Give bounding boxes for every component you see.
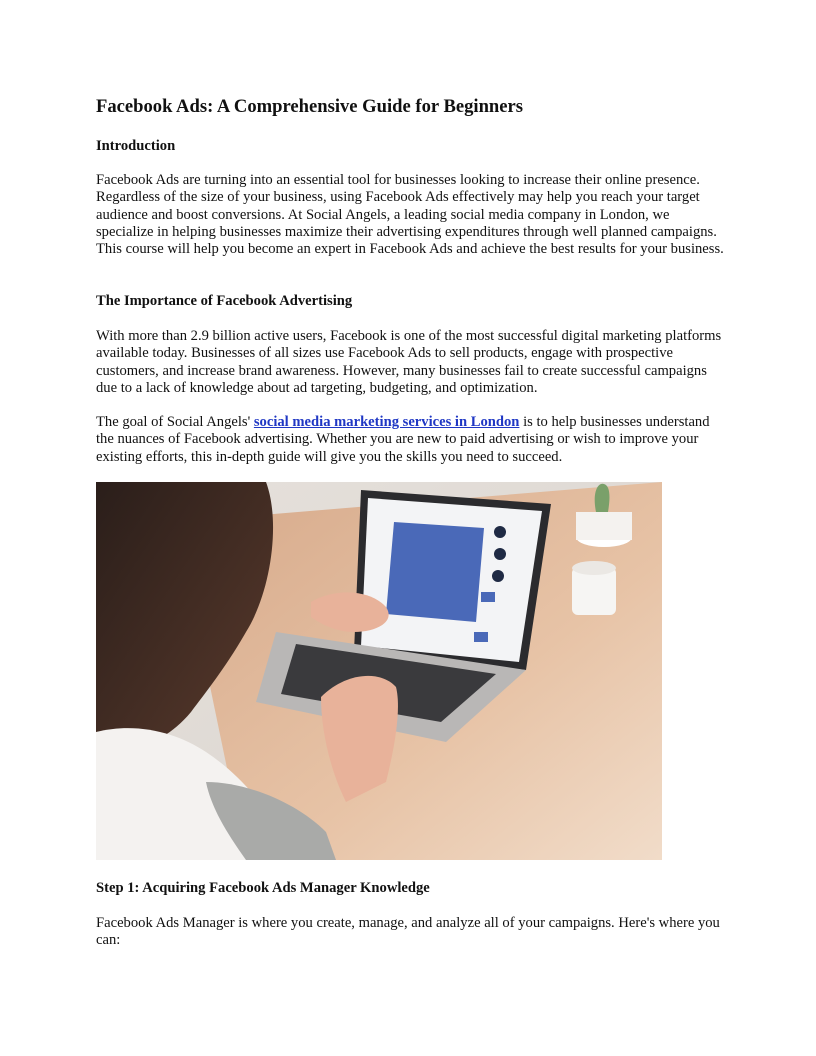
- importance-heading: The Importance of Facebook Advertising: [96, 293, 353, 309]
- goal-paragraph: [96, 414, 724, 466]
- goal-suffix: is to help businesses understand the nuances of Facebook advertising. Whether you are new to paid advertising or wish to improve your existing efforts, this in-depth guide will give you the skills you need to succeed.: [96, 414, 710, 465]
- goal-prefix: The goal of Social Angels': [96, 414, 251, 430]
- intro-paragraph: Facebook Ads are turning into an essential tool for businesses looking to increase their online presence. Regardless of the size of your business, using Facebook Ads effectively may help you reach your target audience and boost conversions. At Social Angels, a leading social media company in London, we specialize in helping businesses maximize their advertising expenditures through well planned campaigns. This course will help you become an expert in Facebook Ads and achieve the best results for your business.: [96, 172, 724, 258]
- page-title: Facebook Ads: A Comprehensive Guide for Beginners: [96, 96, 523, 117]
- importance-paragraph: With more than 2.9 billion active users, Facebook is one of the most successful digital marketing platforms available today. Businesses of all sizes use Facebook Ads to sell products, engage with prospective customers, and increase brand awareness. However, many businesses fail to create successful campaigns due to a lack of knowledge about ad targeting, budgeting, and optimization.: [96, 328, 722, 396]
- intro-heading: Introduction: [96, 138, 176, 154]
- social-media-services-link[interactable]: social media marketing services in London: [253, 414, 520, 430]
- laptop-photo: [96, 482, 662, 860]
- step1-heading: Step 1: Acquiring Facebook Ads Manager Knowledge: [96, 880, 430, 896]
- step1-paragraph: Facebook Ads Manager is where you create, manage, and analyze all of your campaigns. Here's where you can:: [96, 915, 720, 949]
